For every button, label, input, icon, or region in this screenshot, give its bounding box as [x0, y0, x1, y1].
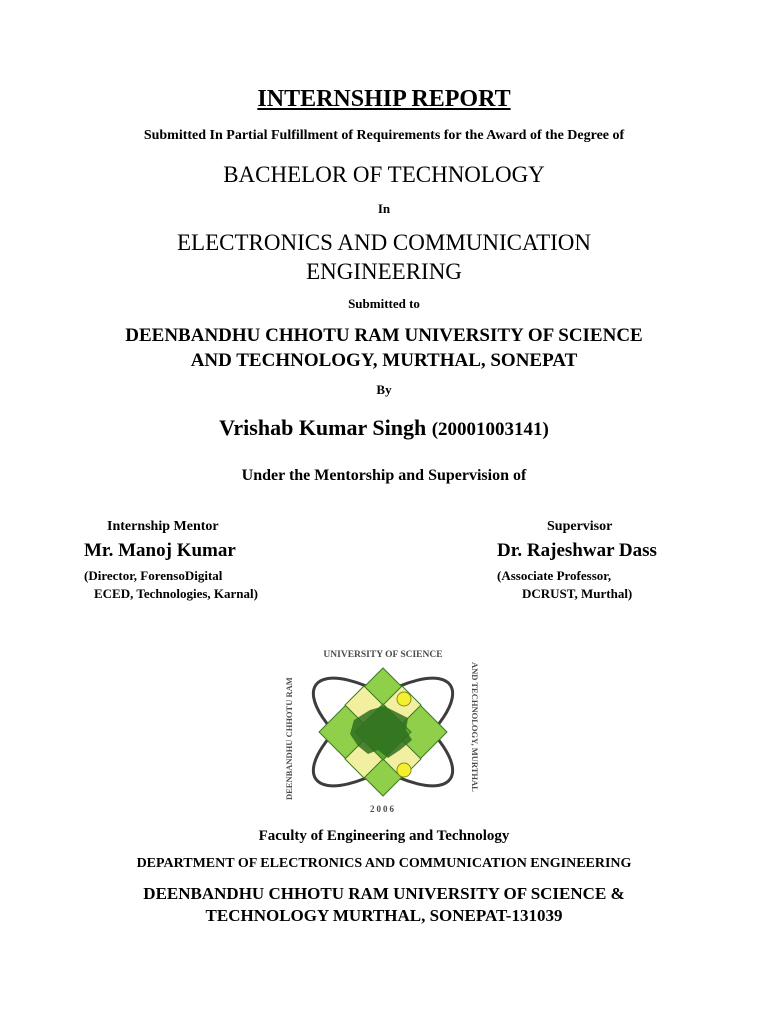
student-name: Vrishab Kumar Singh [219, 415, 427, 440]
footer-university [0, 883, 768, 927]
logo-sun-top [397, 692, 411, 706]
mentor-affiliation-2: ECED, Technologies, Karnal) [94, 586, 258, 601]
supervisor-name: Dr. Rajeshwar Dass [497, 540, 657, 561]
mentor-role: Internship Mentor [107, 519, 219, 534]
supervisor-role: Supervisor [547, 519, 613, 534]
logo-right-text: AND TECHNOLOGY, MURTHAL [470, 662, 480, 792]
in-label: In [377, 201, 391, 216]
mentorship-line: Under the Mentorship and Supervision of [241, 467, 527, 484]
logo-year: 2006 [370, 804, 396, 814]
supervisor-affiliation-2: DCRUST, Murthal) [522, 586, 633, 601]
logo-sun-bottom [397, 763, 411, 777]
by-label: By [376, 382, 392, 397]
footer-university-line-1: DEENBANDHU CHHOTU RAM UNIVERSITY OF SCIENCE & [143, 884, 625, 903]
mentor-name: Mr. Manoj Kumar [84, 540, 236, 561]
department-name: DEPARTMENT OF ELECTRONICS AND COMMUNICATION ENGINEERING [136, 856, 632, 871]
university-name [0, 323, 768, 373]
logo-top-text: UNIVERSITY OF SCIENCE [323, 650, 443, 660]
footer-university-line-2: TECHNOLOGY MURTHAL, SONEPAT-131039 [205, 906, 563, 925]
supervisor-affiliation-1: (Associate Professor, [497, 568, 612, 583]
student-line [0, 415, 768, 441]
faculty-name: Faculty of Engineering and Technology [258, 828, 510, 844]
university-line-1: DEENBANDHU CHHOTU RAM UNIVERSITY OF SCIENCE [125, 325, 643, 346]
submitted-to-label: Submitted to [348, 296, 420, 311]
university-line-2: AND TECHNOLOGY, MURTHAL, SONEPAT [190, 350, 578, 371]
logo-left-text: DEENBANDHU CHHOTU RAM [284, 677, 294, 800]
university-logo [284, 646, 482, 818]
report-title: INTERNSHIP REPORT [257, 86, 511, 112]
mentor-affiliation-1: (Director, ForensoDigital [84, 568, 223, 583]
branch-title [0, 228, 768, 286]
degree-title: BACHELOR OF TECHNOLOGY [223, 162, 545, 187]
branch-line-1: ELECTRONICS AND COMMUNICATION [176, 230, 591, 255]
branch-line-2: ENGINEERING [306, 259, 462, 284]
submission-line: Submitted In Partial Fulfillment of Requirements for the Award of the Degree of [143, 128, 625, 143]
student-roll: (20001003141) [431, 419, 549, 440]
